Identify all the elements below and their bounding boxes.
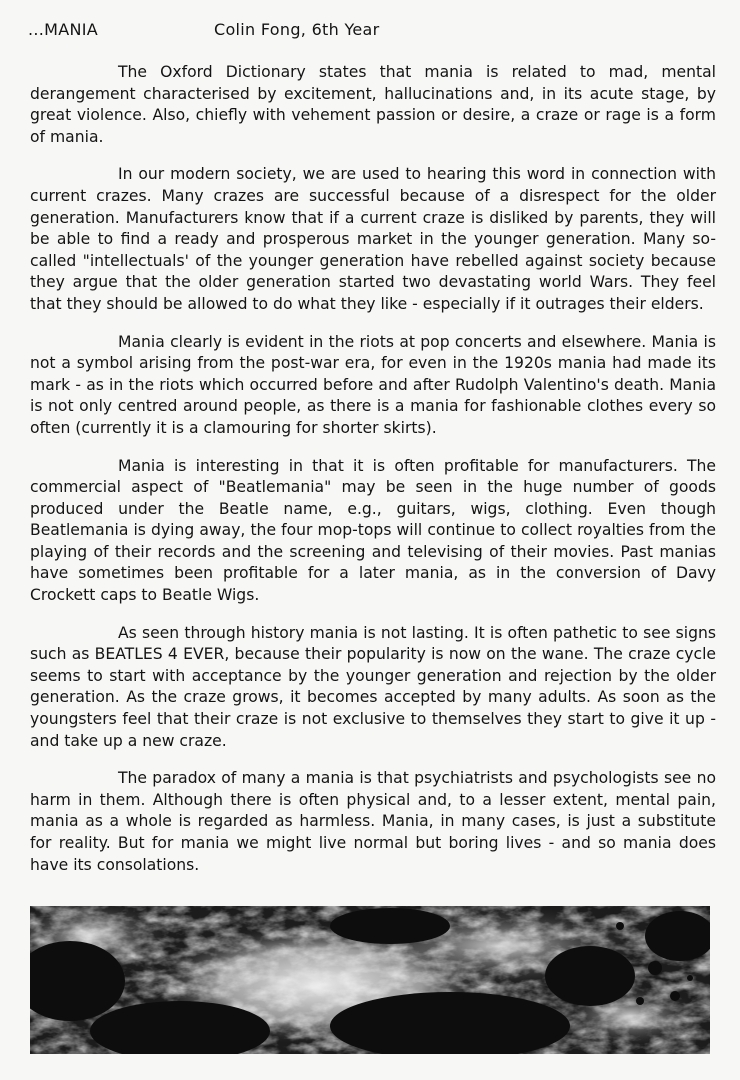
abstract-ink-artwork — [30, 906, 710, 1054]
paragraph-5: As seen through history mania is not lasting. It is often pathetic to see signs such as BEATLES 4 EVER, because their popularity is now on the wane. The craze cycle seems to start with acceptance by the younger generation and rejection by the older generation. As the craze grows, it becomes accepted by many adults. As soon as the youngsters feel that their craze is not exclusive to themselves they start to give it up - and take up a new craze. — [30, 623, 716, 750]
paragraph-3: Mania clearly is evident in the riots at pop concerts and elsewhere. Mania is not a symbol arising from the post-war era, for even in the 1920s mania had made its mark - as in the riots which occurred before and after Rudolph Valentino's death. Mania is not only centred around people, as there is a mania for fashionable clothes every so often (currently it is a clamouring for shorter skirts). — [30, 332, 716, 437]
abstract-ink-image — [30, 906, 710, 1054]
article-byline: Colin Fong, 6th Year — [214, 20, 380, 39]
paragraph-2: In our modern society, we are used to hearing this word in connection with current crazes. Many crazes are successful because of a disrespect for the older generation. Manufacturers know that if a current craze is disliked by parents, they will be able to find a ready and prosperous market in the younger generation. Many so-called "intellectuals' of the younger generation have rebelled against society because they argue that the older generation started two devastating world Wars. They feel that they should be allowed to do what they like - especially if it outrages their elders. — [30, 165, 716, 313]
paragraph-6: The paradox of many a mania is that psychiatrists and psychologists see no harm in them. Although there is often physical and, to a lesser extent, mental pain, mania as a whole is regarded as harmless. Mania, in many cases, is just a substitute for reality. But for mania we might live normal but boring lives - and so mania does have its consolations. — [30, 769, 716, 874]
article-body — [30, 62, 716, 892]
paragraph-4: Mania is interesting in that it is often profitable for manufacturers. The commercial aspect of "Beatlemania" may be seen in the huge number of goods produced under the Beatle name, e.g., guitars, wigs, clothing. Even though Beatlemania is dying away, the four mop-tops will continue to collect royalties from the playing of their records and the screening and televising of their movies. Past manias have sometimes been profitable for a later mania, as in the conversion of Davy Crockett caps to Beatle Wigs. — [30, 456, 716, 605]
paragraph-1: The Oxford Dictionary states that mania is related to mad, mental derangement characterised by excitement, hallucinations and, in its acute stage, by great violence. Also, chiefly with vehement passion or desire, a craze or rage is a form of mania. — [30, 63, 716, 146]
article-title: ...MANIA — [28, 20, 99, 39]
